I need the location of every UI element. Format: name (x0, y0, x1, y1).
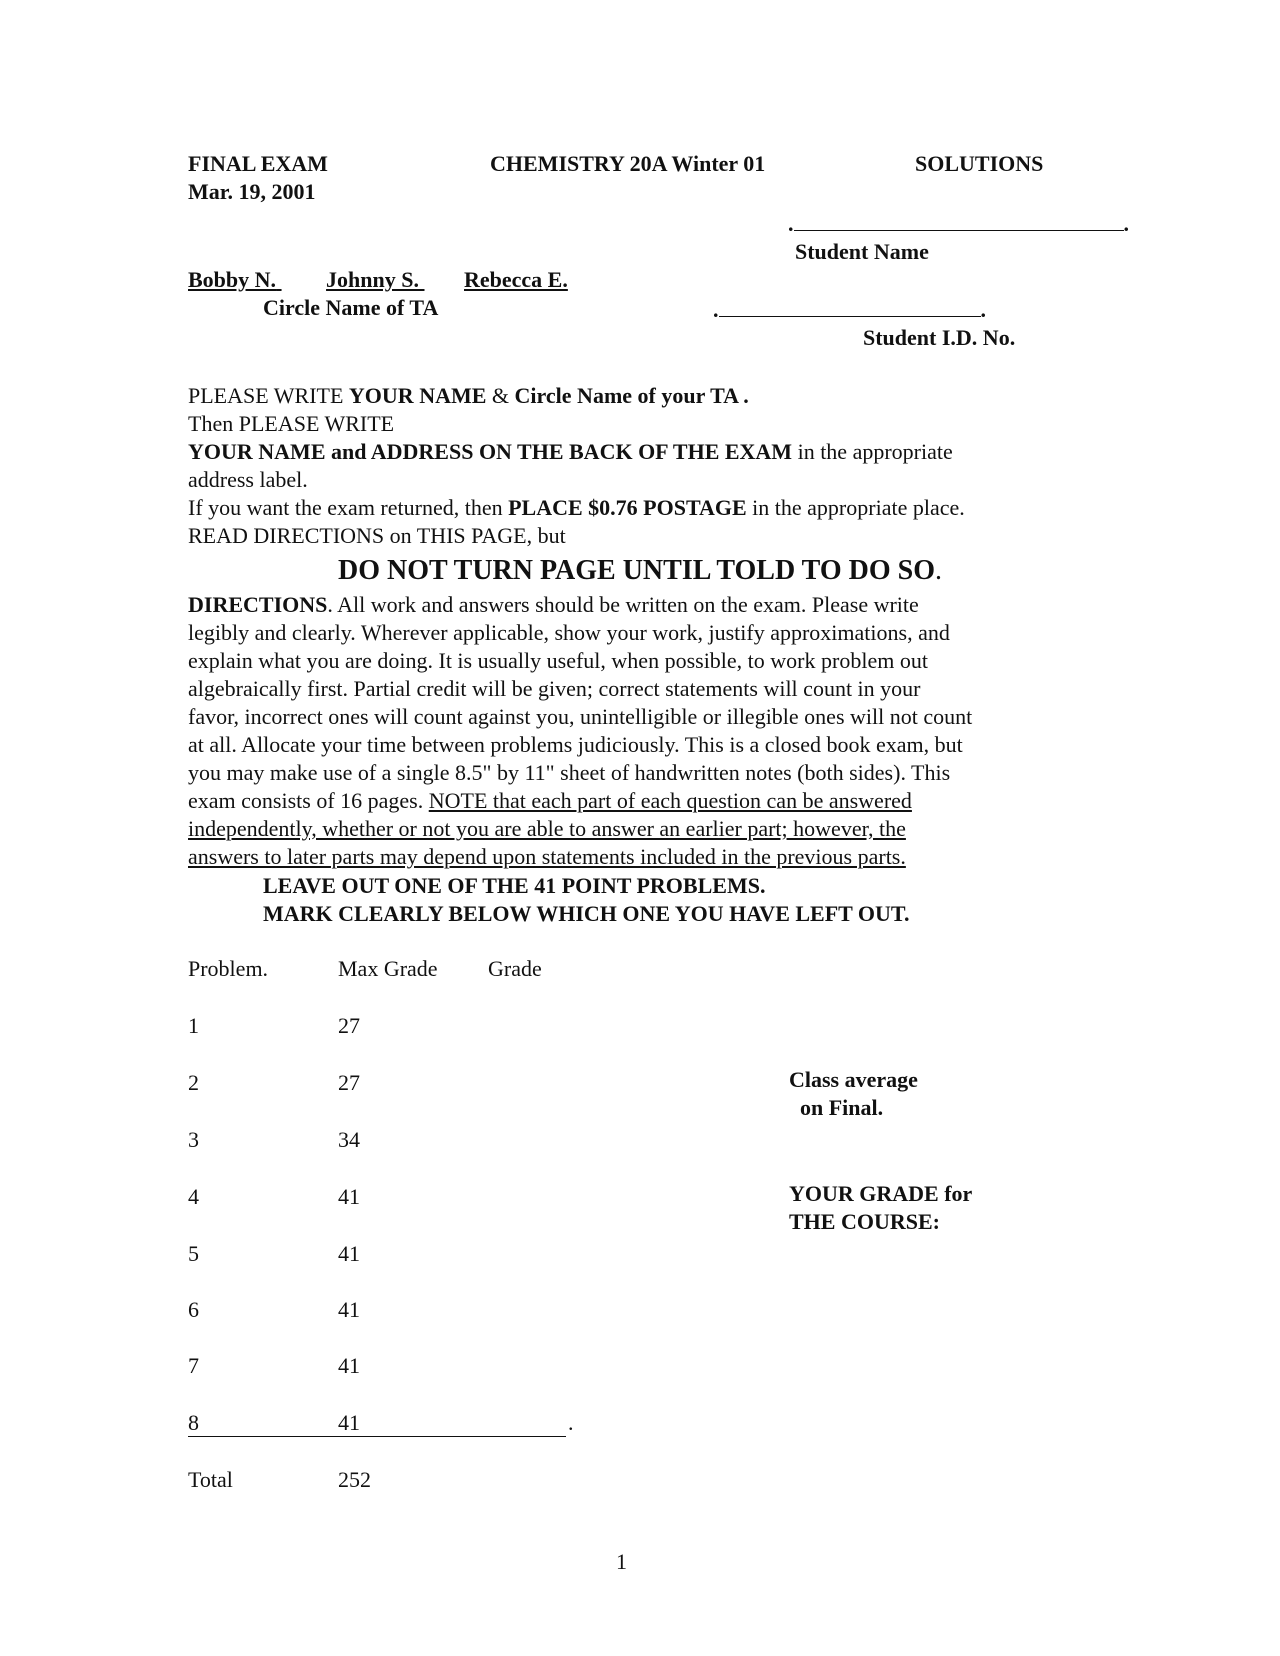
instructions (188, 382, 965, 550)
problem-number: 7 (188, 1353, 199, 1378)
directions-line (188, 591, 1093, 619)
header-problem: Problem. (188, 956, 269, 981)
exam-date: Mar. 19, 2001 (188, 179, 316, 204)
instruction-emphasis: YOUR NAME and ADDRESS ON THE BACK OF THE EXAM (188, 439, 793, 464)
exam-title: FINAL EXAM (188, 151, 328, 176)
leave-out-instruction: LEAVE OUT ONE OF THE 41 POINT PROBLEMS. (263, 873, 766, 898)
course-title: CHEMISTRY 20A Winter 01 (490, 151, 766, 176)
instruction-line-5 (188, 494, 965, 522)
warning-text: DO NOT TURN PAGE UNTIL TOLD TO DO SO (338, 555, 935, 586)
header-max-grade: Max Grade (338, 956, 438, 981)
problem-number: 5 (188, 1241, 199, 1266)
solutions-label: SOLUTIONS (915, 151, 1044, 176)
max-grade: 34 (338, 1127, 360, 1152)
student-id-dot-right: . (980, 297, 986, 322)
header-grade: Grade (488, 956, 542, 981)
problem-number: 4 (188, 1184, 199, 1209)
course-grade-label-2: THE COURSE: (789, 1209, 940, 1234)
problem-number: 2 (188, 1070, 199, 1095)
instruction-line-2: Then PLEASE WRITE (188, 411, 395, 436)
directions-line: at all. Allocate your time between problems judiciously. This is a closed book exam, but (188, 732, 963, 757)
problem-number: 1 (188, 1013, 199, 1038)
ta-name-rebecca[interactable]: Rebecca E. (464, 267, 568, 292)
student-id-dot-left: . (713, 297, 719, 322)
class-average-label-2: on Final. (789, 1095, 884, 1120)
ta-label: Circle Name of TA (263, 295, 439, 320)
instruction-text: If you want the exam returned, then (188, 495, 509, 520)
directions-line: favor, incorrect ones will count against you, unintelligible or illegible ones will not count (188, 704, 973, 729)
instruction-text: PLEASE WRITE (188, 383, 349, 408)
directions-note-line: answers to later parts may depend upon statements included in the previous parts. (188, 844, 906, 869)
directions-line: algebraically first. Partial credit will be given; correct statements will count in your (188, 676, 921, 701)
table-bottom-rule (188, 1436, 566, 1437)
max-grade: 41 (338, 1353, 360, 1378)
max-grade: 41 (338, 1241, 360, 1266)
student-name-rule (794, 208, 1124, 231)
do-not-turn-warning (338, 554, 942, 588)
student-id-rule (719, 294, 981, 317)
directions-text: exam consists of 16 pages. (188, 788, 429, 813)
ta-names (188, 266, 568, 294)
instruction-line-3 (188, 438, 965, 466)
ta-spacer (276, 266, 326, 294)
row-end-period: . (568, 1410, 574, 1435)
max-grade: 27 (338, 1070, 360, 1095)
instruction-text: in the appropriate place. (746, 495, 965, 520)
directions-line: legibly and clearly. Wherever applicable, show your work, justify approximations, and (188, 620, 950, 645)
ta-name-bobby[interactable]: Bobby N. (188, 267, 277, 292)
page-number: 1 (616, 1549, 627, 1574)
instruction-emphasis: PLACE $0.76 POSTAGE (508, 495, 747, 520)
directions-label: DIRECTIONS (188, 592, 328, 617)
directions-text: . All work and answers should be written on the exam. Please write (327, 592, 919, 617)
max-grade: 41 (338, 1184, 360, 1209)
student-name-dot-right: . (1123, 211, 1129, 236)
ta-name-johnny[interactable]: Johnny S. (326, 267, 419, 292)
max-grade: 41 (338, 1410, 360, 1435)
max-grade: 27 (338, 1013, 360, 1038)
instruction-line-4: address label. (188, 467, 308, 492)
instruction-text: & (486, 383, 515, 408)
problem-number: 8 (188, 1410, 199, 1435)
max-grade: 41 (338, 1297, 360, 1322)
class-average-label: Class average (789, 1067, 918, 1092)
instruction-line-1 (188, 382, 965, 410)
total-value: 252 (338, 1467, 371, 1492)
student-id-line[interactable] (713, 294, 986, 324)
directions-line (188, 787, 1093, 815)
directions-note-line: independently, whether or not you are able to answer an earlier part; however, the (188, 816, 906, 841)
instruction-emphasis: Circle Name of your TA . (514, 383, 749, 408)
course-grade-label: YOUR GRADE for (789, 1181, 973, 1206)
ta-spacer (419, 266, 464, 294)
total-label: Total (188, 1467, 233, 1492)
directions-line: you may make use of a single 8.5" by 11" sheet of handwritten notes (both sides). This (188, 760, 951, 785)
instruction-emphasis: YOUR NAME (348, 383, 487, 408)
directions-line: explain what you are doing. It is usually useful, when possible, to work problem out (188, 648, 928, 673)
warning-period: . (934, 555, 942, 586)
instruction-text: in the appropriate (792, 439, 953, 464)
mark-clearly-instruction: MARK CLEARLY BELOW WHICH ONE YOU HAVE LEFT OUT. (263, 901, 910, 926)
problem-number: 6 (188, 1297, 199, 1322)
problem-number: 3 (188, 1127, 199, 1152)
directions-paragraph (188, 591, 1093, 871)
student-name-line[interactable] (788, 208, 1129, 238)
student-id-label: Student I.D. No. (863, 325, 1016, 350)
directions-note: NOTE that each part of each question can be answered (428, 788, 912, 813)
student-name-label: Student Name (795, 239, 929, 264)
student-name-dot-left: . (788, 211, 794, 236)
instruction-line-6: READ DIRECTIONS on THIS PAGE, but (188, 523, 566, 548)
